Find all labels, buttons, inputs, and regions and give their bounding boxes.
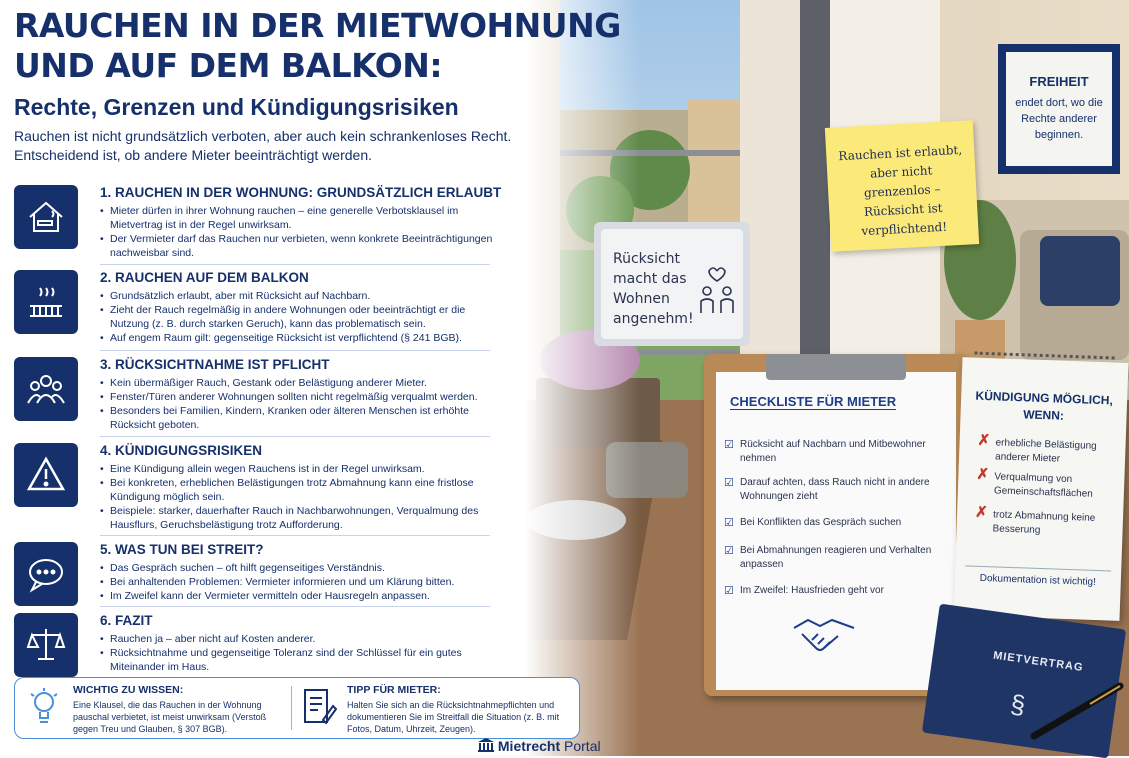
checkbox-icon: ☑ [724,585,734,597]
checklist-item: ☑ Darauf achten, dass Rauch nicht in andere Wohnungen zieht [724,477,930,502]
scales-icon [14,613,78,677]
list-item: • Im Zweifel kann der Vermieter vermitteln oder Hausregeln anpassen. [100,589,500,603]
paragraph-symbol: § [1008,688,1028,721]
tip-text: Halten Sie sich an die Rücksichtnahmepflichten und dokumentieren Sie im Streitfall die Situation (z. B. mit Fotos, Datum, Uhrzeit, Zeugen). [347,700,560,734]
quote-frame [998,44,1120,174]
footer-brand: Mietrecht Portal [478,738,601,754]
cross-icon: ✗ [974,503,989,522]
notepad-item: ✗ Verqualmung von Gemeinschaftsflächen [976,465,1093,500]
checklist-item: ☑ Rücksicht auf Nachbarn und Mitbewohner nehmen [724,439,926,464]
section-title: 5. WAS TUN BEI STREIT? [100,542,264,557]
wall-sign [594,222,750,346]
section-items [100,561,500,603]
list-item: • Rücksichtnahme und gegenseitige Toleranz sind der Schlüssel für ein gutes Miteinander im Haus. [100,646,500,674]
notepad-item: ✗ trotz Abmahnung keine Besserung [974,503,1096,536]
list-item: • Besonders bei Familien, Kindern, Kranken oder älteren Menschen ist erhöhte Rücksicht geboten. [100,404,500,432]
list-item: • Eine Kündigung allein wegen Rauchens ist in der Regel unwirksam. [100,462,500,476]
handshake-icon [792,614,856,654]
checklist-clipboard [704,354,968,696]
list-item: • Bei anhaltenden Problemen: Vermieter informieren und um Klärung bitten. [100,575,500,589]
list-item: • Auf engem Raum gilt: gegenseitige Rücksicht ist verpflichtend (§ 241 BGB). [100,331,500,345]
notepad-title: KÜNDIGUNG MÖGLICH, WENN: [975,388,1114,423]
notepad-footer: Dokumentation ist wichtig! [965,565,1112,588]
checklist-title: CHECKLISTE FÜR MIETER [730,394,897,409]
list-item: • Bei konkreten, erheblichen Belästigungen trotz Abmahnung kann eine fristlose Kündigung möglich sein. [100,476,500,504]
checkbox-icon: ☑ [724,545,734,557]
divider [100,436,490,437]
list-item: • Rauchen ja – aber nicht auf Kosten anderer. [100,632,500,646]
section-title: 2. RAUCHEN AUF DEM BALKON [100,270,309,285]
divider [100,264,490,265]
list-item: • Mieter dürfen in ihrer Wohnung rauchen – eine generelle Verbotsklausel im Mietvertrag ist in der Regel unwirksam. [100,204,500,232]
list-item: • Kein übermäßiger Rauch, Gestank oder Belästigung anderer Mieter. [100,376,500,390]
checklist-item: ☑ Bei Abmahnungen reagieren und Verhalten anpassen [724,545,932,570]
warning-icon [14,443,78,507]
divider [100,606,490,607]
section-items [100,462,500,532]
section-title: 3. RÜCKSICHTNAHME IST PFLICHT [100,357,330,372]
sign-text: Rücksicht macht das Wohnen angenehm! [613,251,694,327]
people-group-icon [14,357,78,421]
list-item: • Der Vermieter darf das Rauchen nur verbieten, wenn konkrete Beeinträchtigungen nachweisbar sind. [100,232,500,260]
frame-text: endet dort, wo die Rechte anderer beginnen. [1015,97,1103,141]
notepad-item: ✗ erhebliche Belästigung anderer Mieter [977,431,1097,465]
checklist-item: ☑ Bei Konflikten das Gespräch suchen [724,517,902,529]
important-title: WICHTIG ZU WISSEN: [73,684,184,696]
section-title: 6. FAZIT [100,613,153,628]
clipboard-clamp [766,354,906,380]
section-items [100,204,500,260]
divider [100,350,490,351]
section-title: 4. KÜNDIGUNGSRISIKEN [100,443,263,458]
tip-title: TIPP FÜR MIETER: [347,684,441,696]
list-item: • Fenster/Türen anderer Wohnungen sollten nicht regelmäßig verqualmt werden. [100,390,500,404]
frame-heading: FREIHEIT [1029,74,1089,89]
list-item: • Beispiele: starker, dauerhafter Rauch in Nachbarwohnungen, Verqualmung des Hausflurs, Geruchsbelästigung trotz Aufforderung. [100,504,500,532]
lightbulb-icon [29,688,59,728]
checkbox-icon: ☑ [724,477,734,489]
checkbox-icon: ☑ [724,439,734,451]
divider [100,535,490,536]
section-items [100,289,500,345]
section-title: 1. RAUCHEN IN DER WOHNUNG: GRUNDSÄTZLICH ERLAUBT [100,185,502,200]
important-text: Eine Klausel, die das Rauchen in der Wohnung pauschal verbietet, ist meist unwirksam (Verstoß gegen Treu und Glauben, § 307 BGB). [73,700,267,734]
checklist-item: ☑ Im Zweifel: Hausfrieden geht vor [724,585,884,597]
cross-icon: ✗ [977,431,991,450]
people-heart-icon [697,263,737,317]
termination-notepad [954,357,1129,621]
list-item: • Grundsätzlich erlaubt, aber mit Rücksicht auf Nachbarn. [100,289,500,303]
cross-icon: ✗ [976,465,990,484]
section-items [100,376,500,432]
page-subtitle: Rechte, Grenzen und Kündigungsrisiken [14,94,459,120]
info-box [14,677,580,739]
speech-bubble-icon [14,542,78,606]
checkbox-icon: ☑ [724,517,734,529]
list-item: • Das Gespräch suchen – oft hilft gegenseitiges Verständnis. [100,561,500,575]
building-icon [478,738,494,752]
page-title: RAUCHEN IN DER MIETWOHNUNG UND AUF DEM BALKON: [14,6,621,85]
pen-icon [1030,680,1129,740]
intro-text: Rauchen ist nicht grundsätzlich verboten, aber auch kein schrankenloses Recht. Entscheidend ist, ob andere Mieter beeinträchtigt werden. [14,128,512,163]
sticky-note: Rauchen ist erlaubt, aber nicht grenzenlos – Rücksicht ist verpflichtend! [825,120,979,252]
section-items [100,632,500,674]
balcony-smoke-icon [14,270,78,334]
list-item: • Zieht der Rauch regelmäßig in andere Wohnungen oder beeinträchtigt er die Nutzung (z. B. durch starken Geruch), kann das problematisch sein. [100,303,500,331]
house-cigarette-icon [14,185,78,249]
book-title: MIETVERTRAG [992,649,1085,675]
document-pen-icon [303,688,337,728]
divider [291,686,292,730]
